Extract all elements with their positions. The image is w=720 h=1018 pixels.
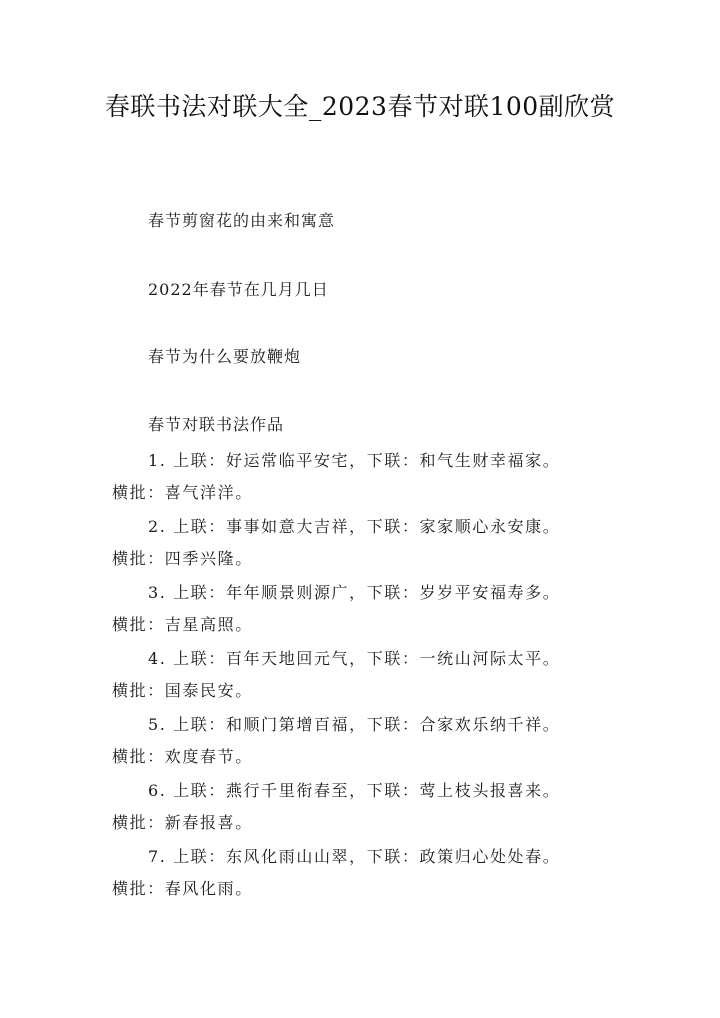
- related-link-paper-cutting[interactable]: 春节剪窗花的由来和寓意: [148, 211, 336, 230]
- couplet-lines: 5. 上联：和顺门第增百福，下联：合家欢乐纳千祥。: [148, 715, 561, 734]
- couplet-item: [112, 510, 612, 576]
- related-link-spring-festival-date[interactable]: 2022年春节在几月几日: [148, 280, 329, 299]
- couplet-list: [112, 444, 612, 906]
- couplet-lines: 3. 上联：年年顺景则源广，下联：岁岁平安福寿多。: [148, 583, 561, 602]
- couplet-horizontal-scroll: 横批：新春报喜。: [112, 813, 253, 832]
- couplet-item: [112, 642, 612, 708]
- couplet-item: [112, 444, 612, 510]
- couplet-item: [112, 708, 612, 774]
- couplet-horizontal-scroll: 横批：国泰民安。: [112, 681, 253, 700]
- couplet-horizontal-scroll: 横批：吉星高照。: [112, 615, 253, 634]
- couplet-lines: 2. 上联：事事如意大吉祥，下联：家家顺心永安康。: [148, 517, 561, 536]
- couplet-horizontal-scroll: 横批：春风化雨。: [112, 879, 253, 898]
- couplet-lines: 7. 上联：东风化雨山山翠，下联：政策归心处处春。: [148, 847, 561, 866]
- couplet-item: [112, 576, 612, 642]
- related-link-firecrackers[interactable]: 春节为什么要放鞭炮: [148, 347, 302, 366]
- related-link-couplet-calligraphy[interactable]: 春节对联书法作品: [148, 415, 285, 434]
- couplet-lines: 1. 上联：好运常临平安宅，下联：和气生财幸福家。: [148, 451, 561, 470]
- page-title: 春联书法对联大全_2023春节对联100副欣赏: [104, 92, 616, 121]
- couplet-horizontal-scroll: 横批：四季兴隆。: [112, 549, 253, 568]
- couplet-horizontal-scroll: 横批：欢度春节。: [112, 747, 253, 766]
- couplet-lines: 4. 上联：百年天地回元气，下联：一统山河际太平。: [148, 649, 561, 668]
- couplet-lines: 6. 上联：燕行千里衔春至，下联：莺上枝头报喜来。: [148, 781, 561, 800]
- couplet-item: [112, 774, 612, 840]
- couplet-horizontal-scroll: 横批：喜气洋洋。: [112, 483, 253, 502]
- couplet-item: [112, 840, 612, 906]
